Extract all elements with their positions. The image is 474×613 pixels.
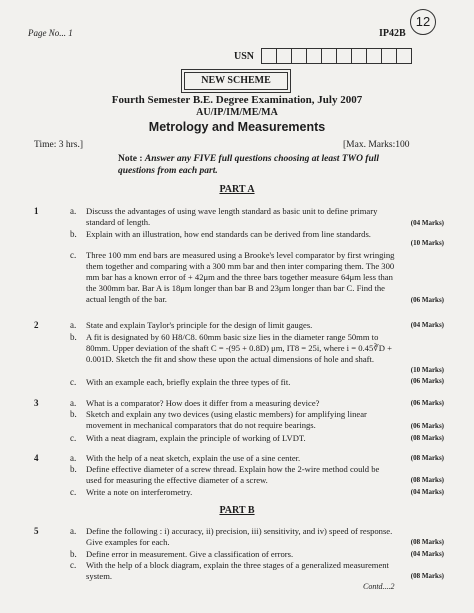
marks: (08 Marks) [410, 476, 444, 484]
question-text: Three 100 mm end bars are measured using a Brooke's level comparator by first wringing them together and comparing with a 300 mm bar and then inter comparing them. The 300 mm bar has a known error of + 42μm and the three bars together measure 64μm less than the 300mm bar. Bar A is 18μm longer than bar B and 23μm longer than bar C. Find the actual length of the bar. [86, 250, 395, 304]
marks: (10 Marks) [410, 239, 444, 247]
question-text: Define the following : i) accuracy, ii) precision, iii) sensitivity, and iv) speed of response. Give examples for each. [86, 526, 393, 547]
sub-label: c. [70, 250, 77, 260]
part-a-heading: PART A [219, 184, 255, 195]
usn-box [276, 48, 292, 64]
question-text: What is a comparator? How does it differ from a measuring device? [86, 398, 320, 408]
marks: (08 Marks) [410, 454, 444, 462]
marks: (08 Marks) [410, 434, 444, 442]
sub-label: c. [70, 377, 77, 387]
sub-label: c. [70, 487, 77, 497]
question-number: 1 [34, 206, 39, 216]
subject-title: Metrology and Measurements [148, 120, 326, 134]
marks: (04 Marks) [410, 321, 444, 329]
usn-box [321, 48, 337, 64]
sub-label: c. [70, 560, 77, 570]
usn-box [396, 48, 412, 64]
sub-label: b. [70, 464, 77, 474]
continued-note: Contd....2 [363, 582, 395, 591]
question-number: 3 [34, 398, 39, 408]
marks: (06 Marks) [410, 296, 444, 304]
usn-box [261, 48, 277, 64]
question-text: Define effective diameter of a screw thread. Explain how the 2-wire method could be used for measuring the effective diameter of a screw. [86, 464, 380, 485]
usn-box [381, 48, 397, 64]
question-text: Sketch and explain any two devices (using elastic members) for amplifying linear movement in mechanical comparators that do not require bearings. [86, 409, 367, 430]
part-b-heading: PART B [219, 505, 255, 516]
time-label: Time: 3 hrs.] [34, 140, 84, 150]
sub-label: b. [70, 229, 77, 239]
question-text: With an example each, briefly explain the three types of fit. [86, 377, 291, 387]
sub-label: a. [70, 206, 77, 216]
usn-box [306, 48, 322, 64]
marks: (06 Marks) [410, 377, 444, 385]
question-number: 4 [34, 453, 39, 463]
usn-box [336, 48, 352, 64]
sub-label: b. [70, 409, 77, 419]
page-number: Page No... 1 [28, 28, 73, 38]
question-text: Define error in measurement. Give a classification of errors. [86, 549, 294, 559]
marks: (04 Marks) [410, 219, 444, 227]
marks: (08 Marks) [410, 572, 444, 580]
question-text: Explain with an illustration, how end standards can be derived from line standards. [86, 229, 371, 239]
usn-label: USN [234, 51, 255, 62]
circled-page-mark: 12 [410, 9, 436, 35]
question-text: Write a note on interferometry. [86, 487, 193, 497]
marks: (06 Marks) [410, 399, 444, 407]
question-number: 5 [34, 526, 39, 536]
branches: AU/IP/IM/ME/MA [196, 107, 278, 118]
usn-box [291, 48, 307, 64]
marks: (08 Marks) [410, 538, 444, 546]
usn-boxes [262, 48, 412, 64]
marks: (04 Marks) [410, 488, 444, 496]
sub-label: b. [70, 332, 77, 342]
usn-box [351, 48, 367, 64]
exam-title: Fourth Semester B.E. Degree Examination, July 2007 [111, 94, 363, 106]
marks: (04 Marks) [410, 550, 444, 558]
note-text: Answer any FIVE full questions choosing at least TWO full questions from each part. [118, 154, 380, 176]
instructions-note [118, 153, 383, 177]
question-text: Discuss the advantages of using wave length standard as basic unit to define primary standard of length. [86, 206, 378, 227]
question-number: 2 [34, 320, 39, 330]
question-text: A fit is designated by 60 H8/C8. 60mm basic size lies in the diameter range 50mm to 80mm. Upper deviation of the shaft C = -(95 + 0.8D) μm, IT8 = 25i, where i = 0.45∛D + 0.001D. Sketch the fit and show these upon the actual dimensions of hole and shaft. [86, 332, 392, 364]
paper-code: IP42B [379, 28, 406, 39]
sub-label: a. [70, 526, 77, 536]
question-text: State and explain Taylor's principle for the design of limit gauges. [86, 320, 313, 330]
marks: (10 Marks) [410, 366, 444, 374]
question-text: With the help of a neat sketch, explain the use of a sine center. [86, 453, 301, 463]
max-marks-label: [Max. Marks:100 [343, 140, 410, 150]
marks: (06 Marks) [410, 422, 444, 430]
sub-label: b. [70, 549, 77, 559]
sub-label: c. [70, 433, 77, 443]
question-text: With the help of a block diagram, explain the three stages of a generalized measurement system. [86, 560, 389, 581]
usn-box [366, 48, 382, 64]
sub-label: a. [70, 453, 77, 463]
question-text: With a neat diagram, explain the principle of working of LVDT. [86, 433, 306, 443]
scheme-badge: NEW SCHEME [184, 72, 288, 90]
sub-label: a. [70, 398, 77, 408]
sub-label: a. [70, 320, 77, 330]
note-label: Note : [118, 154, 143, 164]
